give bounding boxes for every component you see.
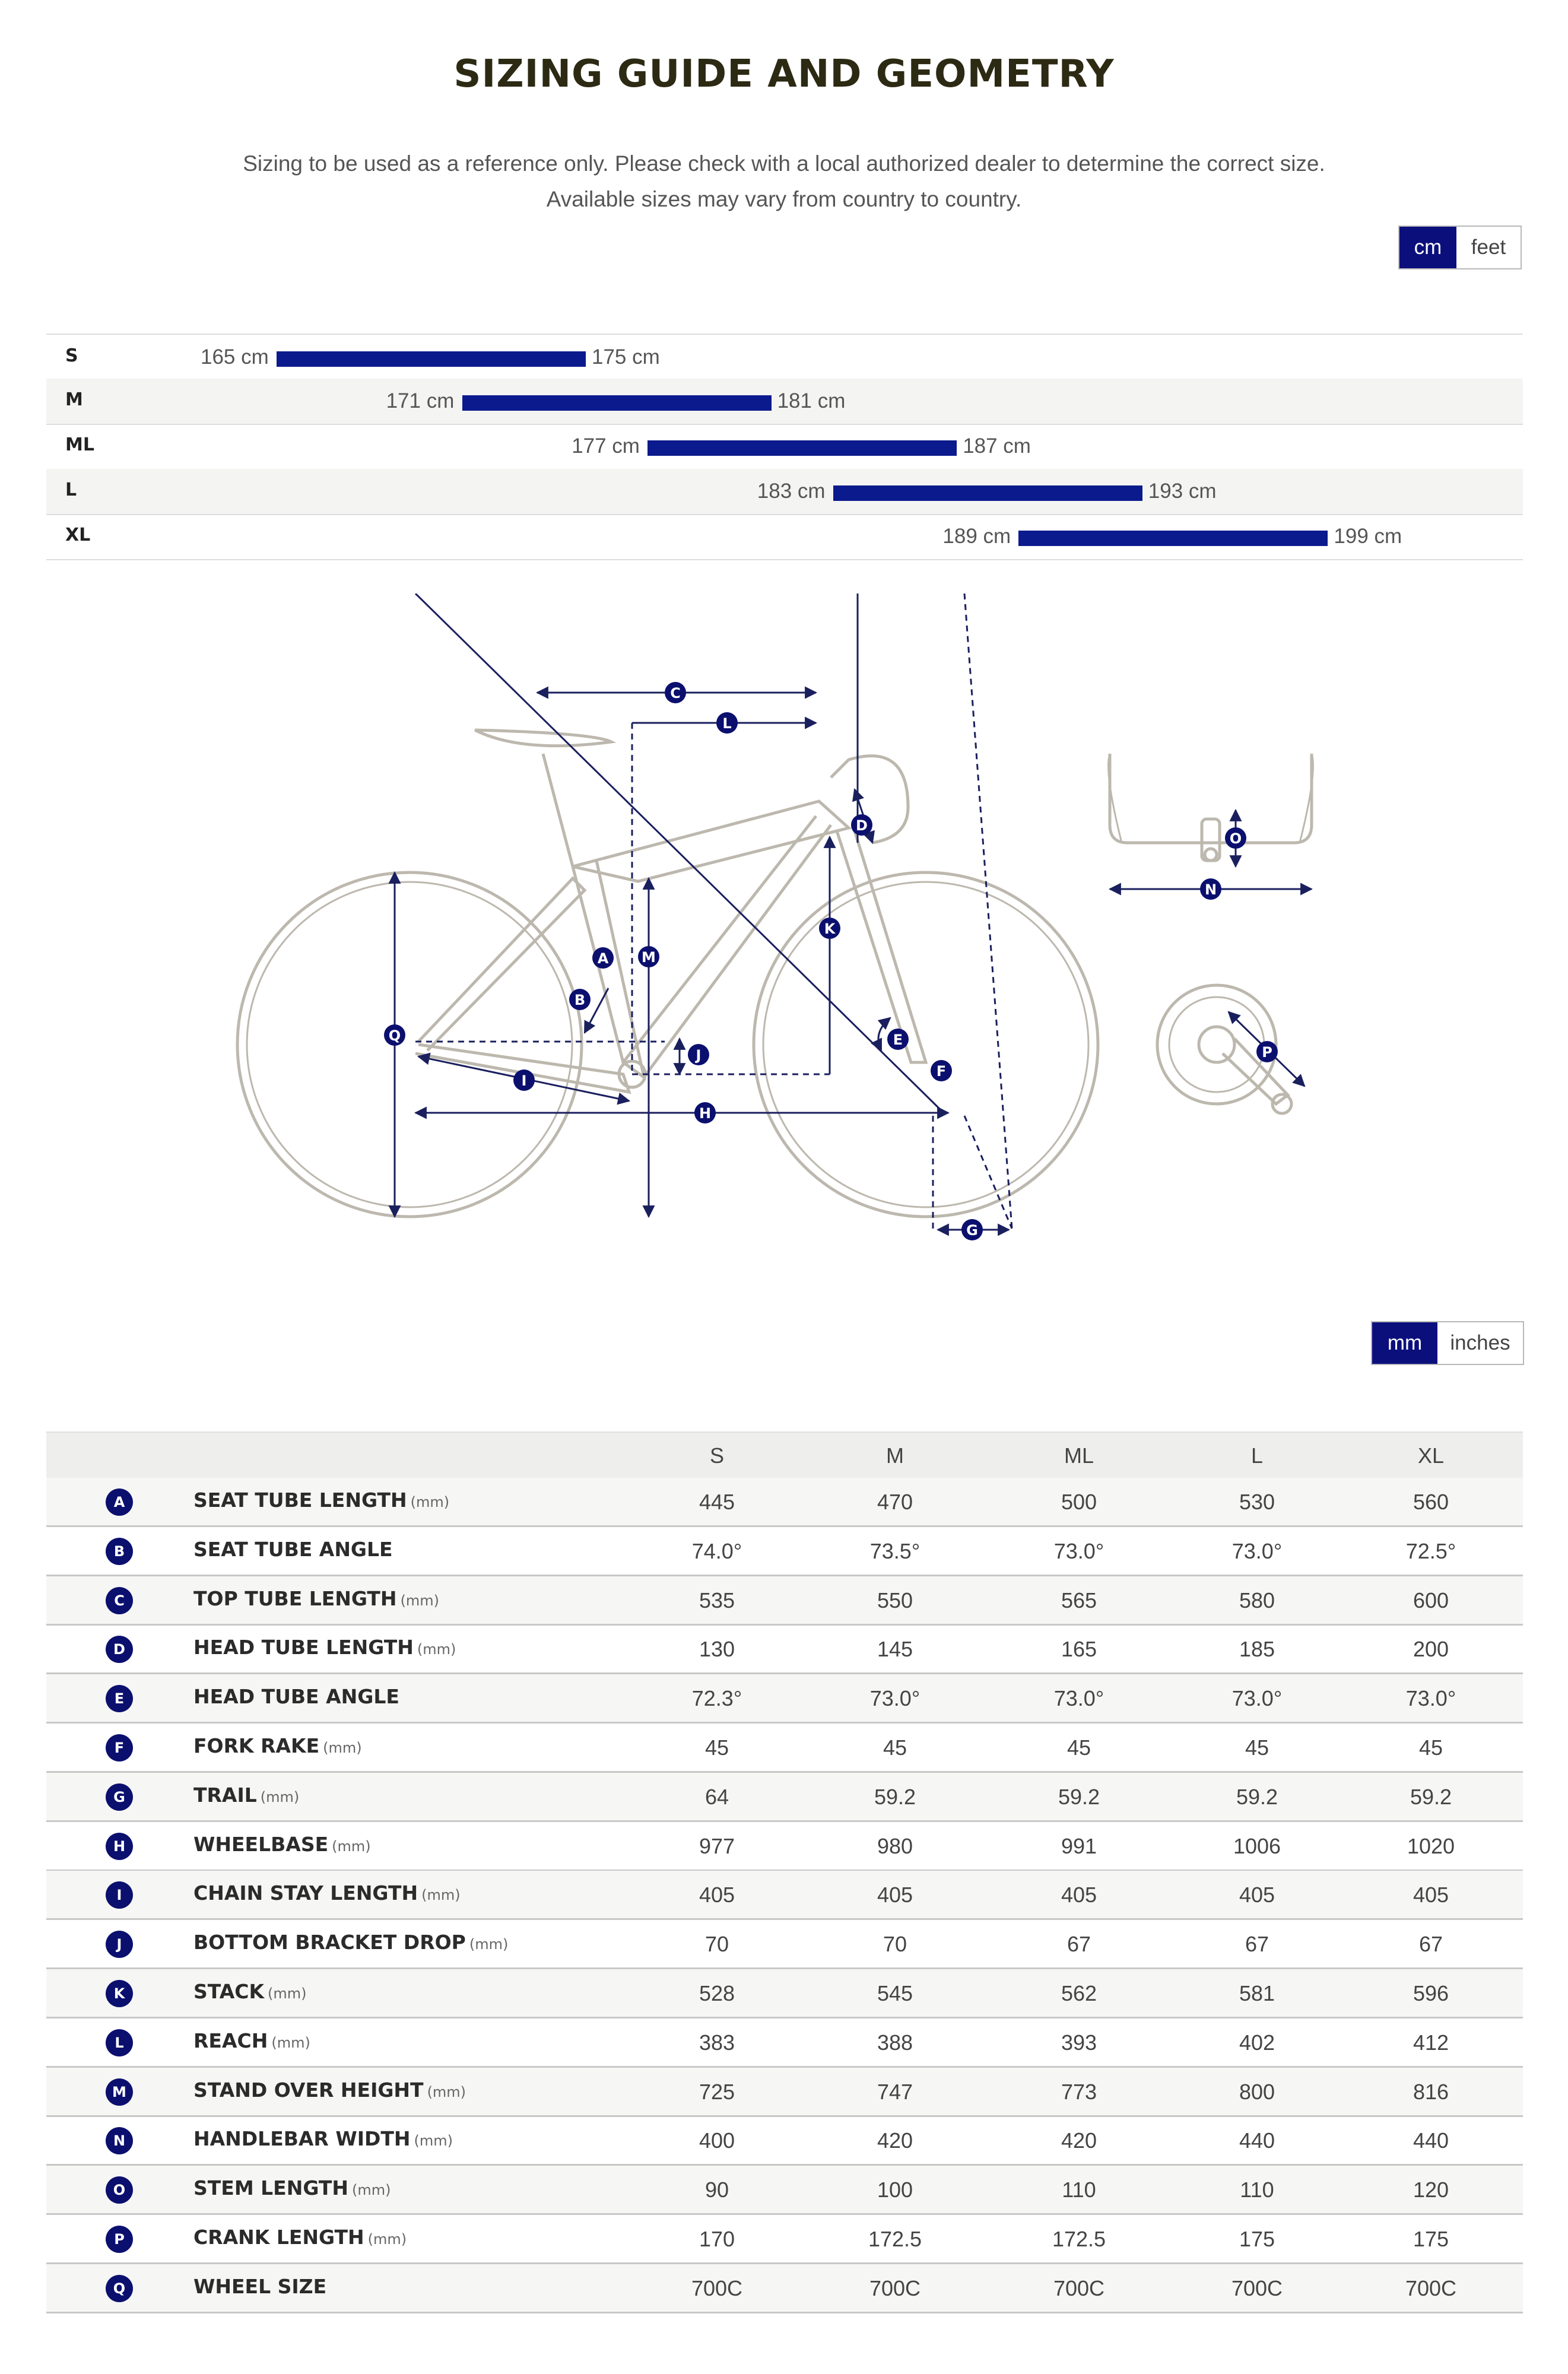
- geometry-value: 816: [1413, 2079, 1449, 2104]
- svg-text:I: I: [521, 1072, 527, 1089]
- geometry-row: [46, 1625, 1523, 1674]
- geometry-value: 45: [883, 1735, 907, 1760]
- svg-text:A: A: [597, 950, 609, 967]
- geometry-value: 580: [1239, 1588, 1275, 1613]
- geometry-label: [193, 2029, 310, 2052]
- letter-badge: B: [106, 1538, 133, 1565]
- size-range-max: 175 cm: [592, 345, 660, 369]
- letter-badge: E: [106, 1685, 133, 1712]
- geometry-label-text: STACK: [193, 1980, 265, 2003]
- geometry-row: [46, 2018, 1523, 2068]
- geometry-value: 550: [877, 1588, 913, 1613]
- geometry-value: 200: [1413, 1637, 1449, 1662]
- geometry-unit: (mm): [332, 1837, 371, 1855]
- marker-c: [665, 682, 686, 703]
- marker-k: [819, 918, 840, 939]
- column-header-s: S: [709, 1443, 724, 1468]
- letter-badge: D: [106, 1636, 133, 1663]
- column-header-ml: ML: [1064, 1443, 1094, 1468]
- geometry-label-text: HEAD TUBE LENGTH: [193, 1636, 414, 1659]
- geometry-value: 165: [1061, 1637, 1097, 1662]
- size-range-max: 199 cm: [1334, 525, 1402, 548]
- geometry-row: [46, 2068, 1523, 2117]
- geometry-value: 145: [877, 1637, 913, 1662]
- geometry-value: 59.2: [1410, 1784, 1452, 1809]
- geometry-value: 110: [1062, 2178, 1096, 2202]
- svg-text:D: D: [856, 817, 868, 834]
- size-range-label: L: [65, 480, 77, 500]
- geometry-value: 73.0°: [1053, 1686, 1104, 1711]
- marker-m: [638, 946, 659, 967]
- geometry-value: 388: [877, 2030, 913, 2055]
- svg-text:M: M: [642, 949, 656, 966]
- size-range-label: M: [65, 389, 83, 410]
- geometry-value: 420: [877, 2128, 913, 2153]
- geometry-value: 581: [1239, 1981, 1275, 2005]
- page-subtitle: [0, 146, 1568, 217]
- geometry-label-text: WHEELBASE: [193, 1832, 329, 1856]
- geometry-value: 110: [1240, 2178, 1274, 2202]
- geometry-label-text: TOP TUBE LENGTH: [193, 1586, 397, 1610]
- geometry-value: 565: [1061, 1588, 1097, 1613]
- marker-f: [931, 1060, 952, 1081]
- geometry-value: 59.2: [1236, 1784, 1278, 1809]
- geometry-label-text: SEAT TUBE ANGLE: [193, 1537, 393, 1561]
- size-range-max: 193 cm: [1148, 480, 1217, 503]
- geometry-value: 175: [1413, 2227, 1449, 2251]
- geometry-value: 1020: [1407, 1833, 1455, 1858]
- letter-badge: F: [106, 1734, 133, 1762]
- marker-d: [851, 814, 872, 836]
- letter-badge: C: [106, 1587, 133, 1614]
- geometry-value: 445: [699, 1490, 735, 1514]
- geometry-value: 45: [1245, 1735, 1269, 1760]
- letter-badge: Q: [106, 2275, 133, 2302]
- geometry-unit: (mm): [323, 1740, 362, 1756]
- size-range-row: [46, 469, 1523, 515]
- geometry-value: 747: [877, 2079, 913, 2104]
- geometry-value: 90: [704, 2178, 729, 2202]
- geometry-label: [193, 1783, 299, 1807]
- geometry-value: 172.5: [868, 2227, 922, 2251]
- svg-text:L: L: [722, 715, 732, 732]
- letter-badge: G: [106, 1783, 133, 1811]
- seatpost: [543, 754, 573, 867]
- geometry-label: [193, 1734, 362, 1757]
- svg-text:N: N: [1204, 881, 1217, 898]
- geometry-value: 73.0°: [1231, 1538, 1283, 1563]
- geometry-value: 991: [1061, 1833, 1097, 1858]
- marker-a: [592, 947, 614, 969]
- letter-badge: H: [106, 1833, 133, 1860]
- size-range-row: [46, 379, 1523, 425]
- geometry-value: 412: [1413, 2030, 1449, 2055]
- geometry-row: [46, 2264, 1523, 2313]
- geometry-label-text: WHEEL SIZE: [193, 2274, 327, 2298]
- geometry-value: 175: [1239, 2227, 1275, 2251]
- measure-unit-toggle: [1371, 1321, 1524, 1365]
- geometry-label: [193, 1488, 449, 1512]
- geometry-unit: (mm): [260, 1788, 300, 1805]
- geometry-label: [193, 2176, 391, 2200]
- geometry-unit: (mm): [367, 2231, 407, 2248]
- geometry-value: 405: [699, 1883, 735, 1908]
- marker-l: [716, 712, 738, 734]
- geometry-row: [46, 2215, 1523, 2264]
- geometry-value: 73.5°: [869, 1538, 921, 1563]
- geometry-unit: (mm): [414, 2132, 453, 2150]
- marker-h: [694, 1102, 716, 1123]
- marker-g: [961, 1219, 983, 1240]
- letter-badge: L: [106, 2029, 133, 2056]
- geometry-value: 170: [699, 2227, 735, 2251]
- size-range-label: XL: [65, 525, 91, 545]
- column-header-xl: XL: [1417, 1443, 1445, 1468]
- geometry-value: 130: [699, 1637, 735, 1662]
- geometry-value: 64: [704, 1784, 729, 1809]
- size-range-max: 187 cm: [963, 434, 1031, 458]
- svg-text:O: O: [1229, 830, 1242, 847]
- geometry-value: 600: [1413, 1588, 1449, 1613]
- geometry-label: [193, 1636, 456, 1659]
- geometry-value: 535: [699, 1588, 735, 1613]
- geometry-value: 773: [1061, 2079, 1097, 2104]
- geometry-value: 405: [1239, 1883, 1275, 1908]
- geometry-row: [46, 1871, 1523, 1920]
- geometry-value: 172.5: [1052, 2227, 1106, 2251]
- geometry-label-text: CRANK LENGTH: [193, 2226, 364, 2249]
- svg-text:J: J: [696, 1047, 702, 1064]
- size-range-max: 181 cm: [777, 389, 846, 412]
- geometry-value: 405: [1413, 1883, 1449, 1908]
- letter-badge: P: [106, 2226, 133, 2253]
- geometry-label-text: REACH: [193, 2029, 268, 2052]
- bike-geometry-diagram: [0, 594, 1568, 1270]
- geometry-value: 59.2: [1058, 1784, 1100, 1809]
- size-range-min: 189 cm: [942, 525, 1011, 548]
- letter-badge: I: [106, 1881, 133, 1909]
- geometry-label: [193, 1881, 461, 1905]
- size-range-min: 165 cm: [201, 345, 269, 369]
- geometry-row: [46, 1969, 1523, 2018]
- geometry-value: 562: [1061, 1981, 1097, 2005]
- geometry-value: 700C: [869, 2275, 921, 2300]
- geometry-value: 393: [1061, 2030, 1097, 2055]
- geometry-value: 405: [1061, 1883, 1097, 1908]
- marker-p: [1256, 1041, 1278, 1062]
- unit-option-feet[interactable]: feet: [1471, 236, 1506, 259]
- geometry-value: 500: [1061, 1490, 1097, 1514]
- geometry-label: [193, 2078, 466, 2102]
- geometry-unit: (mm): [421, 1887, 461, 1904]
- geometry-row: [46, 1674, 1523, 1724]
- geometry-value: 45: [704, 1735, 729, 1760]
- geometry-value: 700C: [1053, 2275, 1105, 2300]
- geometry-unit: (mm): [410, 1494, 450, 1510]
- size-range-bar: [462, 395, 772, 411]
- geometry-unit: (mm): [400, 1592, 440, 1609]
- geometry-value: 67: [1067, 1932, 1091, 1957]
- marker-i: [513, 1069, 535, 1091]
- geometry-label: [193, 2226, 407, 2249]
- letter-badge: K: [106, 1980, 133, 2007]
- geometry-unit: (mm): [271, 2034, 310, 2051]
- geometry-value: 67: [1418, 1932, 1443, 1957]
- geometry-value: 72.3°: [691, 1686, 742, 1711]
- geometry-label-text: TRAIL: [193, 1783, 257, 1807]
- geometry-value: 73.0°: [1405, 1686, 1456, 1711]
- letter-badge: N: [106, 2127, 133, 2154]
- geometry-value: 70: [883, 1932, 907, 1957]
- svg-text:H: H: [699, 1105, 712, 1122]
- geometry-value: 977: [699, 1833, 735, 1858]
- marker-q: [384, 1024, 405, 1046]
- size-range-label: S: [65, 345, 78, 366]
- geometry-label: [193, 1587, 439, 1610]
- geometry-row: [46, 2166, 1523, 2215]
- size-range-label: ML: [65, 434, 94, 455]
- unit-option-mm[interactable]: mm: [1372, 1322, 1437, 1364]
- letter-badge: O: [106, 2176, 133, 2204]
- column-header-m: M: [886, 1443, 904, 1468]
- geometry-row: [46, 1822, 1523, 1871]
- saddle: [475, 730, 611, 746]
- geometry-value: 45: [1418, 1735, 1443, 1760]
- geometry-value: 440: [1239, 2128, 1275, 2153]
- size-range-min: 177 cm: [572, 434, 640, 458]
- geometry-label-text: HEAD TUBE ANGLE: [193, 1685, 399, 1709]
- size-range-bar: [833, 485, 1142, 501]
- page-title: SIZING GUIDE AND GEOMETRY: [453, 52, 1115, 96]
- geometry-row: [46, 1527, 1523, 1576]
- geometry-value: 700C: [1231, 2275, 1283, 2300]
- geometry-value: 100: [877, 2178, 913, 2202]
- frame-top-tube: [573, 801, 849, 881]
- geometry-value: 528: [699, 1981, 735, 2005]
- geometry-value: 800: [1239, 2079, 1275, 2104]
- geometry-value: 120: [1413, 2178, 1449, 2202]
- geometry-value: 400: [699, 2128, 735, 2153]
- geometry-label-text: SEAT TUBE LENGTH: [193, 1488, 407, 1512]
- geometry-value: 72.5°: [1405, 1538, 1456, 1563]
- svg-text:C: C: [670, 685, 681, 702]
- geometry-value: 59.2: [874, 1784, 916, 1809]
- subtitle-line-1: Sizing to be used as a reference only. Please check with a local authorized dealer to determine the correct size.: [243, 151, 1325, 176]
- geometry-value: 73.0°: [869, 1686, 921, 1711]
- geometry-label-text: CHAIN STAY LENGTH: [193, 1881, 418, 1905]
- geometry-value: 185: [1239, 1637, 1275, 1662]
- svg-text:P: P: [1262, 1044, 1272, 1061]
- geometry-label-text: HANDLEBAR WIDTH: [193, 2127, 411, 2151]
- geometry-value: 980: [877, 1833, 913, 1858]
- geometry-label: [193, 1980, 307, 2003]
- frame-seatstay: [418, 878, 585, 1050]
- handlebar-detail: [1110, 754, 1312, 843]
- geometry-value: 67: [1245, 1932, 1269, 1957]
- geometry-unit: (mm): [417, 1641, 456, 1658]
- height-unit-toggle: [1398, 226, 1522, 269]
- marker-j: [688, 1044, 709, 1065]
- geometry-row: [46, 1478, 1523, 1527]
- letter-badge: M: [106, 2078, 133, 2106]
- size-range-row: [46, 424, 1523, 470]
- geometry-value: 402: [1239, 2030, 1275, 2055]
- letter-badge: A: [106, 1488, 133, 1516]
- geometry-label-text: STEM LENGTH: [193, 2176, 348, 2200]
- geometry-row: [46, 1724, 1523, 1773]
- geometry-unit: (mm): [469, 1936, 509, 1953]
- geometry-table-header: [46, 1432, 1523, 1479]
- geometry-label: [193, 2275, 326, 2298]
- geometry-value: 596: [1413, 1981, 1449, 2005]
- marker-n: [1200, 878, 1221, 900]
- front-wheel: [754, 872, 1098, 1217]
- marker-e: [887, 1029, 909, 1050]
- svg-text:Q: Q: [388, 1027, 401, 1044]
- geometry-unit: (mm): [427, 2083, 466, 2100]
- geometry-label-text: BOTTOM BRACKET DROP: [193, 1931, 466, 1954]
- size-range-bar: [1018, 531, 1328, 546]
- geometry-value: 700C: [691, 2275, 743, 2300]
- size-range-min: 171 cm: [386, 389, 455, 412]
- geometry-row: [46, 2116, 1523, 2166]
- size-range-row: [46, 334, 1523, 381]
- size-range-min: 183 cm: [757, 480, 826, 503]
- svg-text:G: G: [966, 1222, 978, 1239]
- svg-text:F: F: [936, 1063, 947, 1080]
- geometry-value: 70: [704, 1932, 729, 1957]
- geometry-value: 73.0°: [1231, 1686, 1283, 1711]
- unit-option-cm[interactable]: cm: [1399, 227, 1456, 268]
- geometry-value: 530: [1239, 1490, 1275, 1514]
- geometry-row: [46, 1773, 1523, 1822]
- marker-b: [569, 989, 591, 1010]
- size-range-bar: [277, 351, 586, 367]
- letter-badge: J: [106, 1931, 133, 1958]
- svg-text:B: B: [574, 992, 586, 1008]
- geometry-label-text: FORK RAKE: [193, 1734, 320, 1757]
- frame-down-tube: [623, 816, 831, 1077]
- geometry-value: 470: [877, 1490, 913, 1514]
- bike-drawing: [237, 730, 1313, 1217]
- geometry-value: 74.0°: [691, 1538, 742, 1563]
- geometry-row: [46, 1576, 1523, 1626]
- geometry-value: 440: [1413, 2128, 1449, 2153]
- geometry-label: [193, 1538, 393, 1561]
- geometry-value: 420: [1061, 2128, 1097, 2153]
- geometry-label: [193, 1833, 371, 1856]
- geometry-value: 405: [877, 1883, 913, 1908]
- geometry-label-text: STAND OVER HEIGHT: [193, 2078, 424, 2102]
- column-header-l: L: [1250, 1443, 1264, 1468]
- size-range-bar: [647, 440, 957, 456]
- geometry-unit: (mm): [351, 2182, 391, 2199]
- diagram-markers: [384, 682, 1278, 1240]
- geometry-label: [193, 1931, 508, 1954]
- dimension-lines: [395, 594, 1312, 1230]
- geometry-label: [193, 2127, 453, 2150]
- geometry-value: 725: [699, 2079, 735, 2104]
- svg-text:K: K: [824, 921, 836, 937]
- geometry-value: 383: [699, 2030, 735, 2055]
- svg-text:E: E: [893, 1032, 903, 1048]
- geometry-value: 45: [1067, 1735, 1091, 1760]
- geometry-unit: (mm): [268, 1985, 307, 2002]
- marker-o: [1225, 827, 1246, 849]
- geometry-value: 545: [877, 1981, 913, 2005]
- geometry-value: 73.0°: [1053, 1538, 1104, 1563]
- geometry-value: 700C: [1405, 2275, 1457, 2300]
- geometry-row: [46, 1920, 1523, 1969]
- unit-option-inches[interactable]: inches: [1450, 1331, 1510, 1354]
- geometry-value: 560: [1413, 1490, 1449, 1514]
- size-range-row: [46, 514, 1523, 560]
- geometry-value: 1006: [1233, 1833, 1281, 1858]
- geometry-label: [193, 1685, 399, 1708]
- subtitle-line-2: Available sizes may vary from country to country.: [546, 187, 1022, 211]
